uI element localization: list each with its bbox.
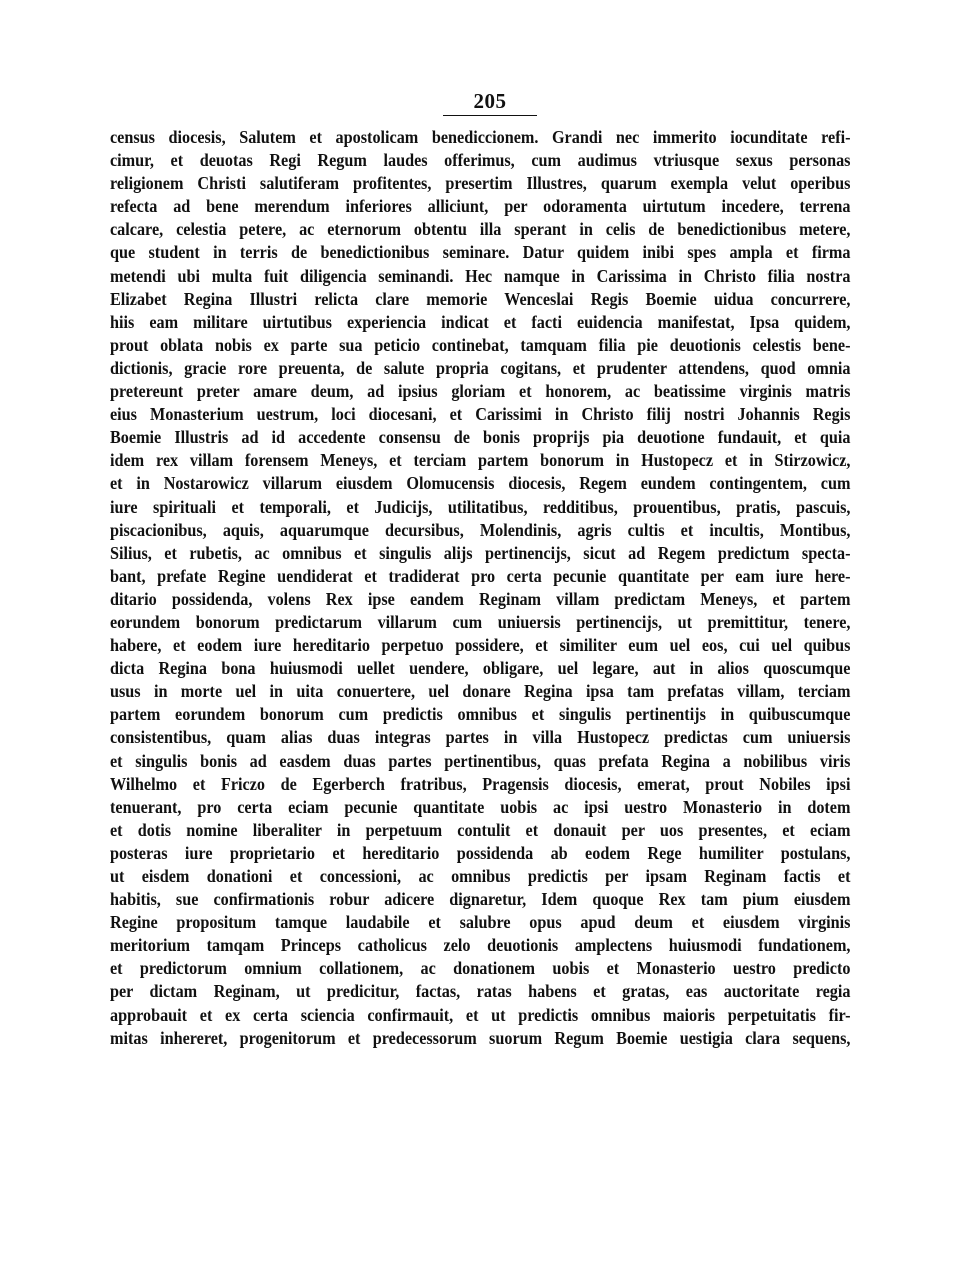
- text-line: et predictorum omnium collationem, ac donationem uobis et Monasterio uestro predicto: [110, 958, 851, 979]
- text-line: dictionis, gracie rore preuenta, de salute propria cogitans, et prudenter attendens, quod omnia: [110, 357, 851, 378]
- text-line: Boemie Illustris ad id accedente consensu de bonis proprijs pia deuotione fundauit, et quia: [110, 427, 851, 448]
- text-line: per dictam Reginam, ut predicitur, factas, ratas habens et gratas, eas auctoritate regia: [110, 981, 851, 1002]
- text-line: refecta ad bene merendum inferiores alliciunt, per odoramenta uirtutum incedere, terrena: [110, 196, 851, 217]
- text-line: Silius, et rubetis, ac omnibus et singulis alijs pertinencijs, sicut ad Regem predictum specta-: [110, 542, 851, 563]
- text-line: iure spirituali et temporali, et Judicijs, utilitatibus, redditibus, prouentibus, pratis, pascuis,: [110, 496, 851, 517]
- page-number: 205: [473, 89, 507, 113]
- text-line: usus in morte uel in uita conuertere, uel donare Regina ipsa tam prefatas villam, terciam: [110, 681, 851, 702]
- text-line: census diocesis, Salutem et apostolicam benediccionem. Grandi nec immerito iocunditate refi-: [110, 127, 851, 147]
- text-line: tenuerant, pro certa eciam pecunie quantitate uobis ac ipsi uestro Monasterio in dotem: [110, 796, 851, 817]
- text-line: que student in terris de benedictionibus seminare. Datur quidem inibi spes ampla et firma: [110, 242, 851, 263]
- text-line: Elizabet Regina Illustri relicta clare memorie Wenceslai Regis Boemie uidua concurrere,: [110, 288, 851, 309]
- text-line: Regine propositum tamque laudabile et salubre opus apud deum et eiusdem virginis: [110, 912, 851, 933]
- text-line: consistentibus, quam alias duas integras partes in villa Hustopecz predictas cum uniuersis: [110, 727, 851, 748]
- text-line: eorundem bonorum predictarum villarum cum uniuersis pertinencijs, ut premittitur, tenere,: [110, 611, 851, 632]
- text-line: ditario possidenda, volens Rex ipse eandem Reginam villam predictam Meneys, et partem: [110, 588, 851, 609]
- text-line: partem eorundem bonorum cum predictis omnibus et singulis pertinentijs in quibuscumque: [110, 704, 851, 725]
- text-line: et in Nostarowicz villarum eiusdem Olomucensis diocesis, Regem eundem contingentem, cum: [110, 473, 851, 494]
- page-number-rule: [443, 115, 537, 116]
- text-line: pretereunt preter amare deum, ad ipsius gloriam et honorem, ac beatissime virginis matris: [110, 381, 851, 402]
- text-line: approbauit et ex certa sciencia confirmauit, et ut predictis omnibus maioris perpetuitatis fir-: [110, 1004, 851, 1025]
- text-line: posteras iure proprietario et hereditario possidenda ab eodem Rege humiliter postulans,: [110, 842, 851, 863]
- text-line: prout oblata nobis ex parte sua peticio continebat, tamquam filia pie deuotionis celestis bene-: [110, 334, 851, 355]
- body-text: [110, 126, 850, 1050]
- text-line: metendi ubi multa fuit diligencia seminandi. Hec namque in Carissima in Christo filia nostra: [110, 265, 851, 286]
- text-line: et dotis nomine liberaliter in perpetuum contulit et donauit per uos presentes, et eciam: [110, 819, 851, 840]
- text-line: religionem Christi salutiferam profitentes, presertim Illustres, quarum exempla velut operibus: [110, 173, 851, 194]
- text-line: eius Monasterium uestrum, loci diocesani, et Carissimi in Christo filij nostri Johannis Regis: [110, 404, 851, 425]
- text-line: cimur, et deuotas Regi Regum laudes offerimus, cum audimus vtriusque sexus personas: [110, 150, 851, 171]
- text-line: piscacionibus, aquis, aquarumque decursibus, Molendinis, agris cultis et incultis, Montibus,: [110, 519, 851, 540]
- text-line: dicta Regina bona huiusmodi uellet uendere, obligare, uel legare, aut in alios quoscumque: [110, 658, 851, 679]
- text-line: habere, et eodem iure hereditario perpetuo possidere, et similiter eum uel eos, cui uel quibus: [110, 635, 851, 656]
- text-line: Wilhelmo et Friczo de Egerberch fratribus, Pragensis diocesis, emerat, prout Nobiles ipsi: [110, 773, 851, 794]
- text-line: calcare, celestia petere, ac eternorum obtentu illa sperant in celis de benedictionibus metere,: [110, 219, 851, 240]
- text-line: ut eisdem donationi et concessioni, ac omnibus predictis per ipsam Reginam factis et: [110, 866, 851, 886]
- text-line: mitas inhereret, progenitorum et predecessorum suorum Regum Boemie uestigia clara sequens,: [110, 1027, 851, 1048]
- text-line: et singulis bonis ad easdem duas partes pertinentibus, quas prefata Regina a nobilibus viris: [110, 750, 851, 771]
- text-line: habitis, sue confirmationis robur adicere dignaretur, Idem quoque Rex tam pium eiusdem: [110, 889, 851, 910]
- text-line: hiis eam militare uirtutibus experiencia indicat et facti euidencia manifestat, Ipsa quidem,: [110, 311, 851, 332]
- text-line: meritorium tamqam Princeps catholicus zelo deuotionis amplectens huiusmodi fundationem,: [110, 935, 851, 956]
- text-line: idem rex villam forensem Meneys, et terciam partem bonorum in Hustopecz et in Stirzowicz,: [110, 450, 851, 471]
- text-line: bant, prefate Regine uendiderat et tradiderat pro certa pecunie quantitate per eam iure here-: [110, 565, 851, 586]
